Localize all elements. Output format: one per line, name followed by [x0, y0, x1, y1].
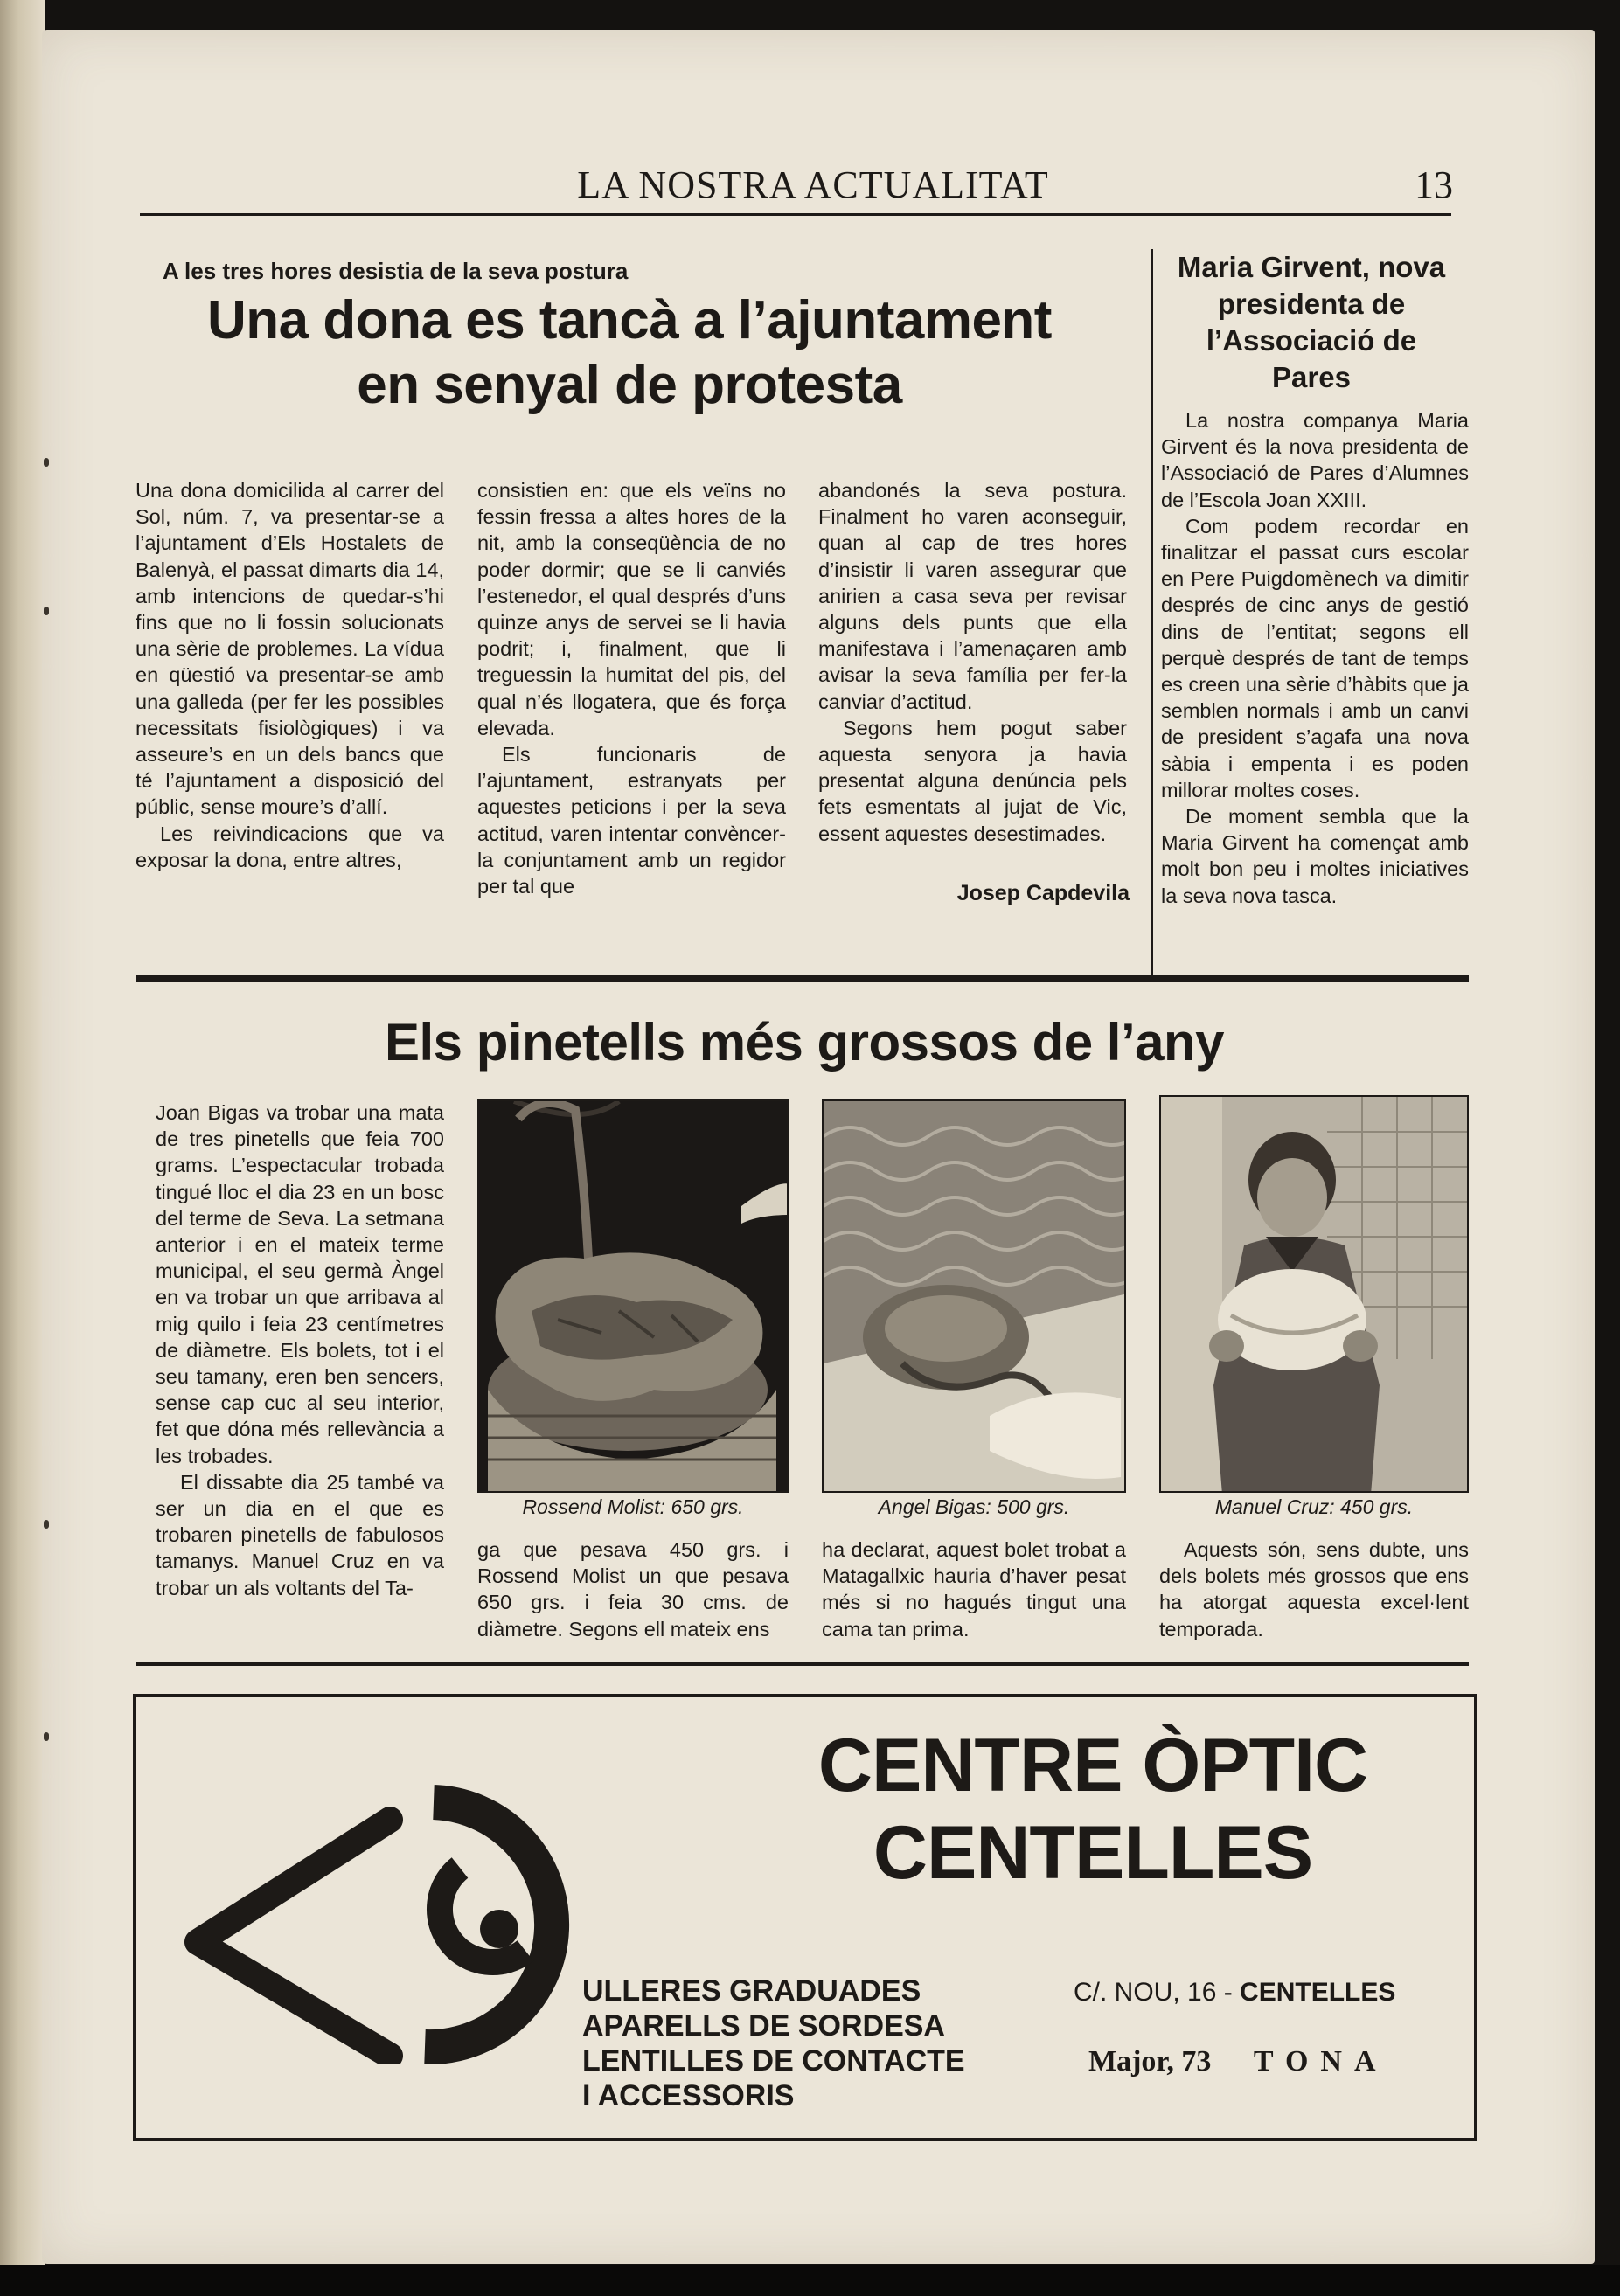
scan-bottom-edge [0, 2265, 1620, 2296]
article2-column-2 [477, 1536, 789, 1642]
sidebar-paragraph: Com podem recordar en finalitzar el passat curs escolar en Pere Puigdomènech va dimitir després de cinc anys de gestió dins de l’entitat; segons ell perquè després de tant de temps es creen una sèrie d’hàbits que ja semblen normals i amb un canvi de president s’agafa una nova sàbia i empenta i es poden millorar moltes coses. [1161, 514, 1469, 801]
sidebar-headline-line1: Maria Girvent, nova [1177, 251, 1446, 283]
ad-name-line1: CENTRE ÒPTIC [817, 1724, 1368, 1807]
photo-manuel-cruz [1159, 1095, 1469, 1493]
mushroom-basket-image [479, 1101, 789, 1493]
column-divider [1151, 249, 1153, 975]
article1-column-3 [818, 477, 1127, 847]
page-number: 13 [1415, 163, 1453, 206]
punch-hole [44, 1520, 49, 1529]
article2-headline: Els pinetells més grossos de l’any [384, 1013, 1225, 1072]
ad-name-line2: CENTELLES [873, 1811, 1313, 1895]
ad-address-street: C/. NOU, 16 - [1074, 1978, 1233, 2007]
article1-paragraph: Els funcionaris de l’ajuntament, estranyats per aquestes peticions i per la seva actitud, varen intentar convèncer-la conjuntament amb un regidor per tal que [477, 743, 786, 898]
article1-paragraph: consistien en: que els veïns no fessin fressa a altes hores de la nit, amb la conseqüència de no poder dormir; que se li canviés l’estenedor, el qual després d’uns quinze anys de servei se li havia podrit; i, finalment, que li treguessin la humitat del pis, del qual n’és llogatera, que és força elevada. [477, 479, 786, 739]
article1-byline: Josep Capdevila [956, 881, 1130, 905]
photo-rossend-molist [477, 1099, 789, 1493]
ad-address-town: TONA [1253, 2045, 1388, 2077]
boy-with-mushroom-image [1161, 1097, 1469, 1493]
article2-paragraph: ha declarat, aquest bolet trobat a Matagallxic hauria d’haver pesat més si no hagués tingut una cama tan prima. [822, 1538, 1126, 1640]
article1-column-1 [136, 477, 444, 873]
article1-kicker: A les tres hores desistia de la seva postura [163, 258, 629, 284]
binding-spine [0, 0, 45, 2296]
ad-service: I ACCESSORIS [582, 2079, 795, 2112]
article1-paragraph: abandonés la seva postura. Finalment ho varen aconseguir, quan al cap de tres hores d’insistir li varen assegurar que anirien a casa seva per revisar alguns dels punts que ella manifestava i l’amenaçaren amb avisar la seva família per fer-la canviar d’actitud. [818, 479, 1127, 713]
ad-address-town: CENTELLES [1240, 1978, 1396, 2007]
sidebar-paragraph: De moment sembla que la Maria Girvent ha començat amb molt bon peu i moltes iniciatives la seva nova tasca. [1161, 805, 1469, 907]
article1-column-2 [477, 477, 786, 899]
punch-hole [44, 458, 49, 467]
ad-service: LENTILLES DE CONTACTE [582, 2044, 965, 2077]
article1-paragraph: Una dona domicilida al carrer del Sol, núm. 7, va presentar-se a l’ajuntament d’Els Hostalets de Balenyà, el passat dimarts dia 14, amb intencions de quedar-s’hi fins que no li fossin solucionats una sèrie de problemes. La vídua en qüestió va presentar-se amb una galleda (per fer les possibles necessitats fisiològiques) i va asseure’s en un dels bancs que té l’ajuntament a disposició del públic, sense moure’s d’allí. [136, 479, 444, 819]
article2-paragraph: Joan Bigas va trobar una mata de tres pinetells que feia 700 grams. L’espectacular trobada tingué lloc el dia 23 en un bosc del terme de Seva. La setmana anterior i en el mateix terme municipal, el seu germà Àngel en va trobar un que arribava al mig quilo i feia 23 centímetres de diàmetre. Els bolets, tot i el seu tamany, eren ben sencers, sense cap cuc al seu interior, fet que dóna més rellevància a les trobades. [156, 1101, 444, 1467]
article2-column-3 [822, 1536, 1126, 1642]
sidebar-headline [1154, 249, 1469, 396]
article2-paragraph: ga que pesava 450 grs. i Rossend Molist un que pesava 650 grs. i feia 30 cms. de diàmetre. Segons ell mateix ens [477, 1538, 789, 1640]
article1-headline [140, 288, 1119, 418]
ad-address-tona [1088, 2045, 1438, 2078]
sidebar-headline-line4: Pares [1272, 361, 1351, 393]
photo-caption: Manuel Cruz: 450 grs. [1214, 1495, 1414, 1518]
sidebar-body [1161, 407, 1469, 909]
section-rule [136, 1662, 1469, 1666]
ad-services-list [582, 1973, 1072, 2113]
article2-paragraph: El dissabte dia 25 també va ser un dia en el que es trobaren pinetells de fabulosos tamanys. Manuel Cruz en va trobar un als voltants del Ta- [156, 1470, 444, 1599]
ad-business-name [761, 1722, 1425, 1897]
article1-paragraph: Les reivindicacions que va exposar la dona, entre altres, [136, 822, 444, 871]
sidebar-headline-line3: l’Associació de [1206, 324, 1417, 357]
ad-address-centelles [1074, 1978, 1441, 2008]
ad-service: ULLERES GRADUADES [582, 1974, 921, 2008]
article1-headline-line2: en senyal de protesta [357, 355, 902, 415]
section-title: LA NOSTRA ACTUALITAT [577, 163, 1049, 206]
ad-address-street: Major, 73 [1088, 2045, 1212, 2077]
ad-service: APARELLS DE SORDESA [582, 2009, 945, 2043]
article2-column-1 [156, 1099, 444, 1601]
sidebar-paragraph: La nostra companya Maria Girvent és la nova presidenta de l’Associació de Pares d’Alumnes de l’Escola Joan XXIII. [1161, 409, 1469, 511]
article2-column-4 [1159, 1536, 1469, 1642]
sidebar-headline-line2: presidenta de [1217, 288, 1406, 320]
section-rule [136, 975, 1469, 982]
article2-paragraph: Aquests són, sens dubte, uns dels bolets més grossos que ens ha atorgat aquesta excel·lent temporada. [1159, 1538, 1469, 1640]
article1-headline-line1: Una dona es tancà a l’ajuntament [207, 290, 1052, 350]
photo-angel-bigas [822, 1099, 1126, 1493]
header-rule [140, 213, 1451, 216]
photo-caption: Angel Bigas: 500 grs. [878, 1495, 1070, 1518]
mushroom-on-cloth-image [824, 1101, 1126, 1493]
photo-caption: Rossend Molist: 650 grs. [522, 1495, 744, 1518]
punch-hole [44, 607, 49, 615]
punch-hole [44, 1732, 49, 1741]
article1-paragraph: Segons hem pogut saber aquesta senyora ja havia presentat alguna denúncia pels fets esmentats al jujat de Vic, essent aquestes desestimades. [818, 716, 1127, 845]
